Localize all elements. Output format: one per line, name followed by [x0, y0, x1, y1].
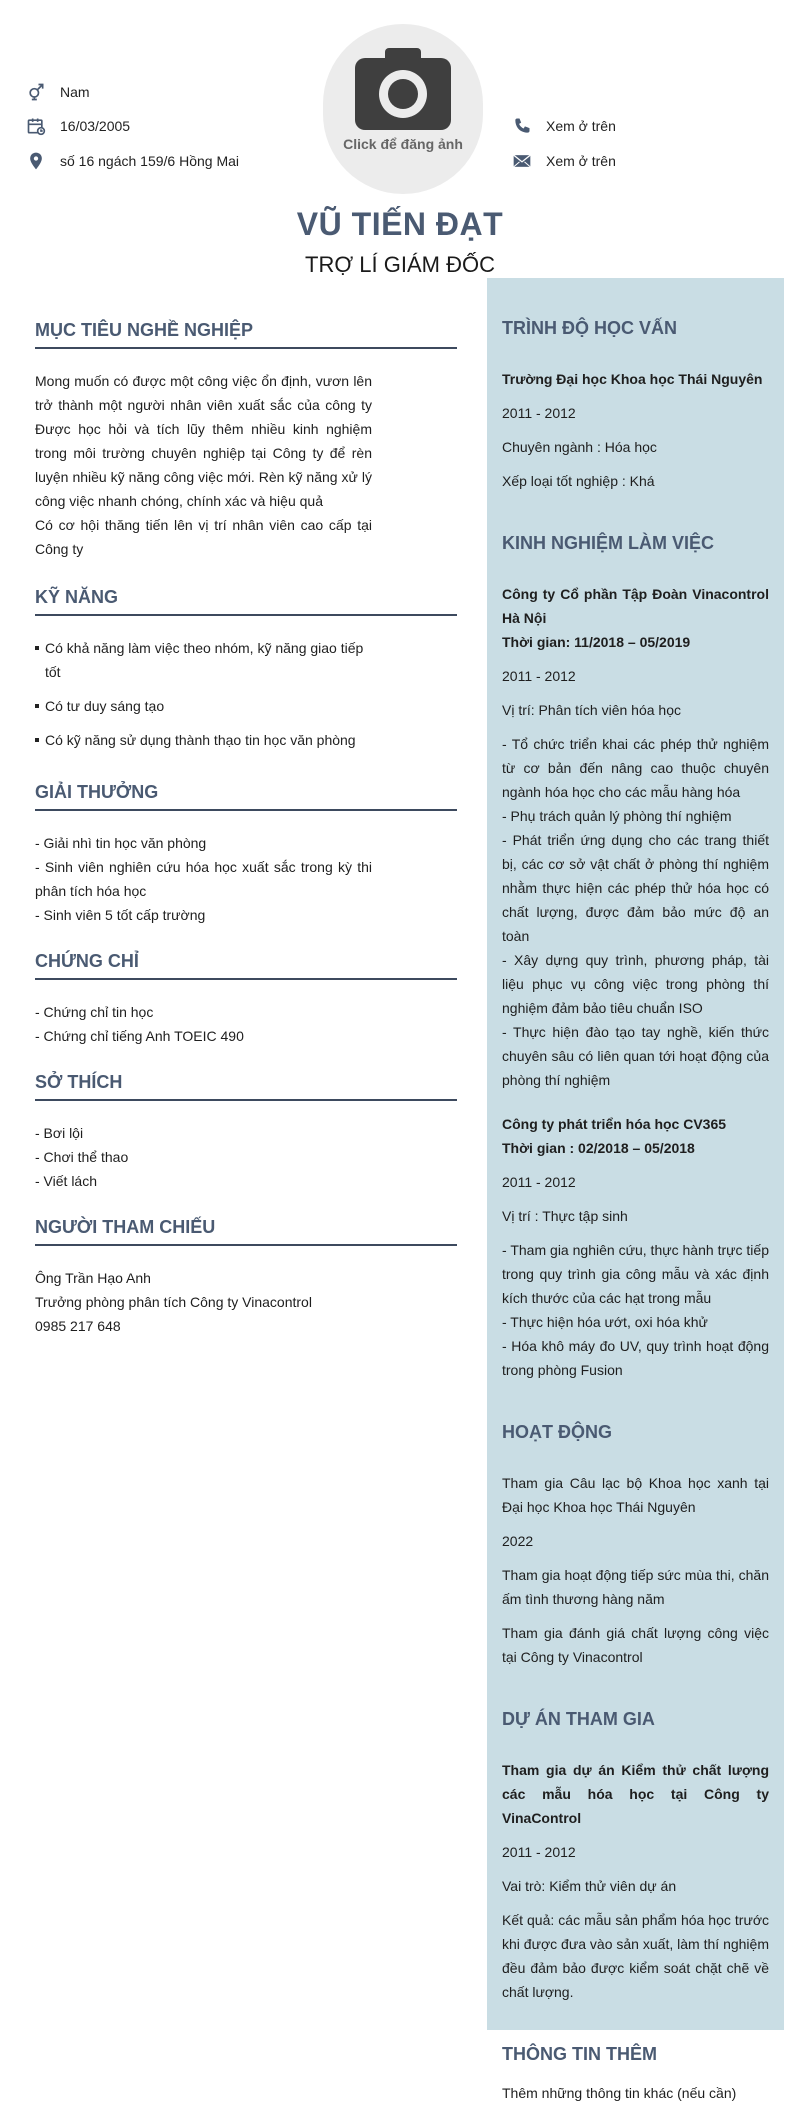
education-major: Chuyên ngành : Hóa học — [502, 439, 657, 455]
education-years: 2011 - 2012 — [502, 405, 576, 421]
references-heading: NGƯỜI THAM CHIẾU — [35, 1217, 457, 1246]
email-value: Xem ở trên — [546, 153, 616, 169]
hobbies-section — [35, 1072, 457, 1193]
job-period: Thời gian : 02/2018 – 05/2018 — [502, 1140, 695, 1156]
right-column — [487, 278, 784, 2101]
candidate-position: TRỢ LÍ GIÁM ĐỐC — [305, 252, 495, 277]
project-name: Tham gia dự án Kiểm thử chất lượng các mẫu hóa học tại Công ty VinaControl — [502, 1762, 769, 1826]
project-result: Kết quả: các mẫu sản phẩm hóa học trước khi được đưa vào sản xuất, làm thí nghiệm đều đảm bảo được kiểm soát chặt chẽ về chất lượng. — [502, 1912, 769, 2000]
gender-value: Nam — [60, 84, 90, 100]
activity-item: Tham gia Câu lạc bộ Khoa học xanh tại Đại học Khoa học Thái Nguyên — [502, 1475, 769, 1515]
education-heading: TRÌNH ĐỘ HỌC VẤN — [502, 318, 677, 338]
job-detail: - Xây dựng quy trình, phương pháp, tài liệu phục vụ công việc trong phòng thí nghiệm đảm bảo tiêu chuẩn ISO — [502, 952, 769, 1016]
certificates-heading: CHỨNG CHỈ — [35, 951, 457, 980]
certificate-item: - Chứng chỉ tin học — [35, 1004, 154, 1020]
skill-item: Có kỹ năng sử dụng thành thạo tin học văn phòng — [35, 728, 372, 752]
skill-item: Có tư duy sáng tạo — [35, 694, 372, 718]
location-pin-icon — [24, 149, 48, 173]
photo-caption: Click để đăng ảnh — [343, 136, 463, 152]
activity-item: 2022 — [502, 1533, 534, 1549]
job-period: Thời gian: 11/2018 – 05/2019 — [502, 634, 691, 650]
awards-heading: GIẢI THƯỞNG — [35, 782, 457, 811]
reference-name: Ông Trần Hạo Anh — [35, 1270, 151, 1286]
objective-section — [35, 320, 457, 561]
address-row — [24, 149, 239, 173]
skills-heading: KỸ NĂNG — [35, 587, 457, 616]
projects-heading: DỰ ÁN THAM GIA — [502, 1709, 655, 1729]
job-role: Vị trí : Thực tập sinh — [502, 1208, 628, 1224]
candidate-name: VŨ TIẾN ĐẠT — [296, 206, 504, 242]
more-info-text: Thêm những thông tin khác (nếu cần) — [502, 2085, 737, 2101]
birthdate-value: 16/03/2005 — [60, 118, 131, 134]
certificate-item: - Chứng chỉ tiếng Anh TOEIC 490 — [35, 1028, 244, 1044]
objective-heading: MỤC TIÊU NGHỀ NGHIỆP — [35, 320, 457, 349]
reference-phone: 0985 217 648 — [35, 1318, 121, 1334]
hobbies-heading: SỞ THÍCH — [35, 1072, 457, 1101]
education-grade: Xếp loại tốt nghiệp : Khá — [502, 473, 655, 489]
award-item: - Sinh viên 5 tốt cấp trường — [35, 907, 206, 923]
job-company: Công ty Cổ phần Tập Đoàn Vinacontrol Hà Nội — [502, 586, 769, 626]
education-school: Trường Đại học Khoa học Thái Nguyên — [502, 371, 763, 387]
experience-heading: KINH NGHIỆM LÀM VIỆC — [502, 533, 715, 553]
gender-row — [24, 80, 90, 104]
job-company: Công ty phát triển hóa học CV365 — [502, 1116, 727, 1132]
job-detail: - Thực hiện đào tạo tay nghề, kiến thức chuyên sâu có liên quan tới hoạt động của phòng thí nghiệm — [502, 1024, 769, 1088]
birthdate-row — [24, 114, 130, 138]
phone-icon — [510, 114, 534, 138]
more-info-heading: THÔNG TIN THÊM — [502, 2044, 657, 2064]
project-years: 2011 - 2012 — [502, 1844, 576, 1860]
job-years: 2011 - 2012 — [502, 668, 576, 684]
certificates-section — [35, 951, 457, 1048]
project-role: Vai trò: Kiểm thử viên dự án — [502, 1878, 677, 1894]
envelope-icon — [510, 149, 534, 173]
hobby-item: - Viết lách — [35, 1173, 97, 1189]
job-detail: - Tổ chức triển khai các phép thử nghiệm từ cơ bản đến nâng cao thuộc chuyên ngành hóa học cho các mẫu hàng hóa — [502, 736, 769, 800]
email-row — [510, 149, 616, 173]
address-value: số 16 ngách 159/6 Hồng Mai — [60, 153, 240, 169]
job-detail: - Tham gia nghiên cứu, thực hành trực tiếp trong quy trình gia công mẫu và xác định kích thước của các hạt trong mẫu — [502, 1242, 769, 1306]
skill-item: Có khả năng làm việc theo nhóm, kỹ năng giao tiếp tốt — [35, 636, 372, 684]
activity-item: Tham gia đánh giá chất lượng công việc tại Công ty Vinacontrol — [502, 1625, 769, 1665]
hobby-item: - Chơi thể thao — [35, 1149, 129, 1165]
objective-text: Mong muốn có được một công việc ổn định, vươn lên trở thành một người nhân viên xuất sắc của công ty Được học hỏi và tích lũy thêm nhiều kinh nghiệm trong môi trường chuyên nghiệp tại Công ty để rèn luyện nhiều kỹ năng công việc mới. Rèn kỹ năng xử lý công việc nhanh chóng, chính xác và hiệu quả — [35, 373, 372, 509]
job-detail: - Phát triển ứng dụng cho các trang thiết bị, các cơ sở vật chất ở phòng thí nghiệm nhằm thực hiện các phép thử hóa học có chất lượng, được đảm bảo mức độ an toàn — [502, 832, 769, 944]
award-item: - Giải nhì tin học văn phòng — [35, 835, 207, 851]
objective-text: Có cơ hội thăng tiến lên vị trí nhân viên cao cấp tại Công ty — [35, 517, 372, 557]
job-role: Vị trí: Phân tích viên hóa học — [502, 702, 681, 718]
camera-icon — [355, 48, 451, 130]
award-item: - Sinh viên nghiên cứu hóa học xuất sắc trong kỳ thi phân tích hóa học — [35, 859, 372, 899]
skills-section — [35, 587, 457, 752]
calendar-icon — [24, 114, 48, 138]
references-section — [35, 1217, 457, 1338]
awards-section — [35, 782, 457, 927]
reference-role: Trưởng phòng phân tích Công ty Vinacontrol — [35, 1294, 312, 1310]
phone-row — [510, 114, 616, 138]
left-column — [35, 320, 457, 1360]
phone-value: Xem ở trên — [546, 118, 616, 134]
photo-upload[interactable] — [323, 24, 483, 194]
activities-heading: HOẠT ĐỘNG — [502, 1422, 612, 1442]
job-detail: - Thực hiện hóa ướt, oxi hóa khử — [502, 1314, 708, 1330]
job-detail: - Phụ trách quản lý phòng thí nghiệm — [502, 808, 732, 824]
job-years: 2011 - 2012 — [502, 1174, 576, 1190]
activity-item: Tham gia hoạt động tiếp sức mùa thi, chăn ấm tình thương hàng năm — [502, 1567, 769, 1607]
job-detail: - Hóa khô máy đo UV, quy trình hoạt động trong phòng Fusion — [502, 1338, 769, 1378]
hobby-item: - Bơi lội — [35, 1125, 84, 1141]
gender-icon — [24, 80, 48, 104]
